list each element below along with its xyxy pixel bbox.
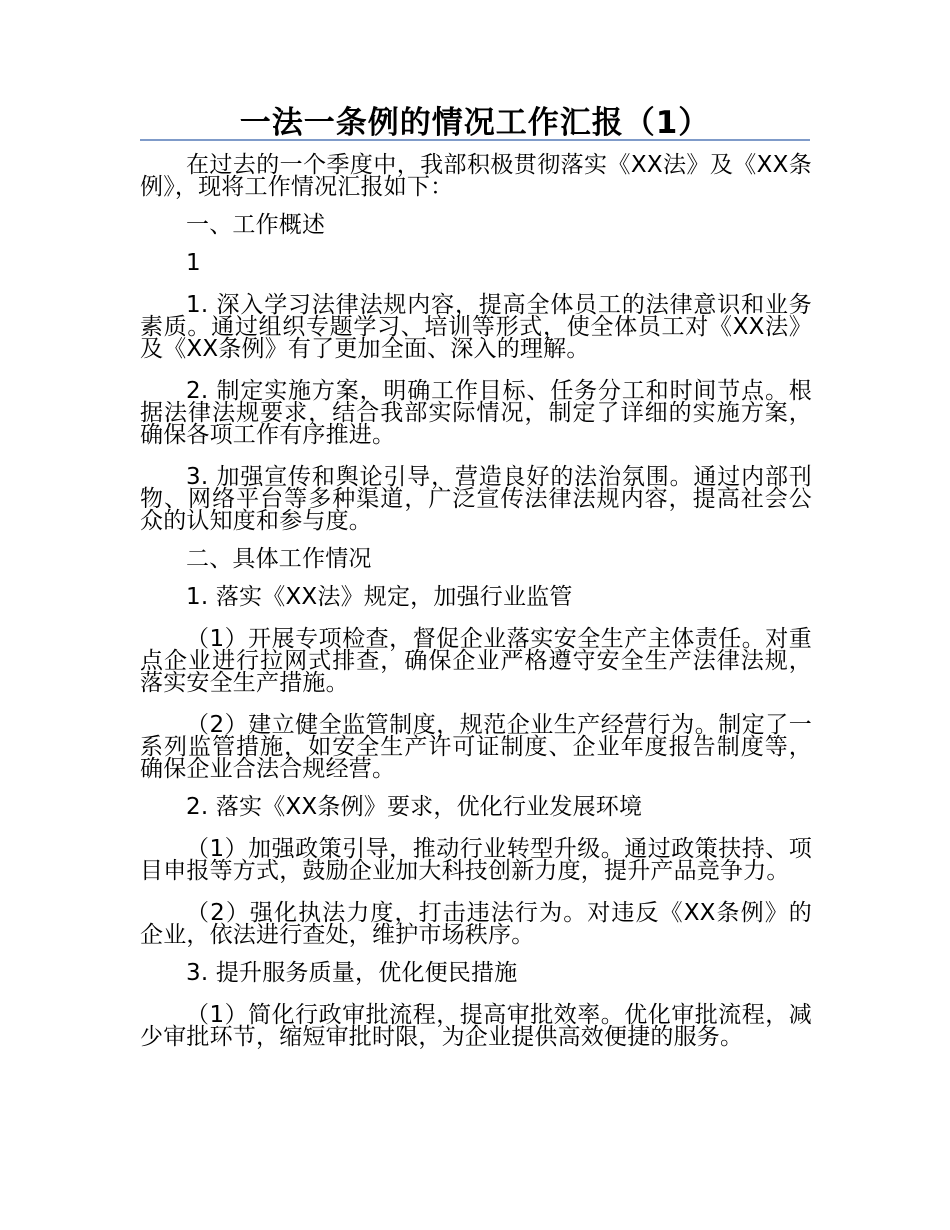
section-heading-overview: 一、工作概述: [186, 212, 326, 238]
overview-item-1: 1. 深入学习法律法规内容，提高全体员工的法律意识和业务素质。通过组织专题学习、培训等形式，使全体员工对《XX法》及《XX条例》有了更加全面、深入的理解。: [140, 292, 812, 362]
document-title: 一法一条例的情况工作汇报（1）: [239, 105, 711, 141]
regulation-item-2: （2）强化执法力度，打击违法行为。对违反《XX条例》的企业，依法进行查处，维护市场秩序。: [140, 900, 812, 948]
section-number: 1: [186, 250, 201, 276]
subsection-heading-service: 3. 提升服务质量，优化便民措施: [186, 960, 518, 986]
intro-paragraph: 在过去的一个季度中，我部积极贯彻落实《XX法》及《XX条例》，现将工作情况汇报如下：: [140, 152, 812, 200]
section-heading-details: 二、具体工作情况: [186, 546, 372, 572]
service-item-1: （1）简化行政审批流程，提高审批效率。优化审批流程，减少审批环节，缩短审批时限，为企业提供高效便捷的服务。: [140, 1002, 812, 1050]
overview-item-2: 2. 制定实施方案，明确工作目标、任务分工和时间节点。根据法律法规要求，结合我部实际情况，制定了详细的实施方案，确保各项工作有序推进。: [140, 378, 812, 448]
subsection-heading-regulation: 2. 落实《XX条例》要求，优化行业发展环境: [186, 794, 643, 820]
regulation-item-1: （1）加强政策引导，推动行业转型升级。通过政策扶持、项目申报等方式，鼓励企业加大科技创新力度，提升产品竞争力。: [140, 836, 812, 884]
title-underline: [140, 139, 810, 141]
law-item-2: （2）建立健全监管制度，规范企业生产经营行为。制定了一系列监管措施，如安全生产许可证制度、企业年度报告制度等，确保企业合法合规经营。: [140, 712, 812, 782]
subsection-heading-law: 1. 落实《XX法》规定，加强行业监管: [186, 584, 573, 610]
document-body: [140, 154, 812, 1048]
overview-item-3: 3. 加强宣传和舆论引导，营造良好的法治氛围。通过内部刊物、网络平台等多种渠道，广泛宣传法律法规内容，提高社会公众的认知度和参与度。: [140, 464, 812, 534]
law-item-1: （1）开展专项检查，督促企业落实安全生产主体责任。对重点企业进行拉网式排查，确保企业严格遵守安全生产法律法规，落实安全生产措施。: [140, 626, 812, 696]
